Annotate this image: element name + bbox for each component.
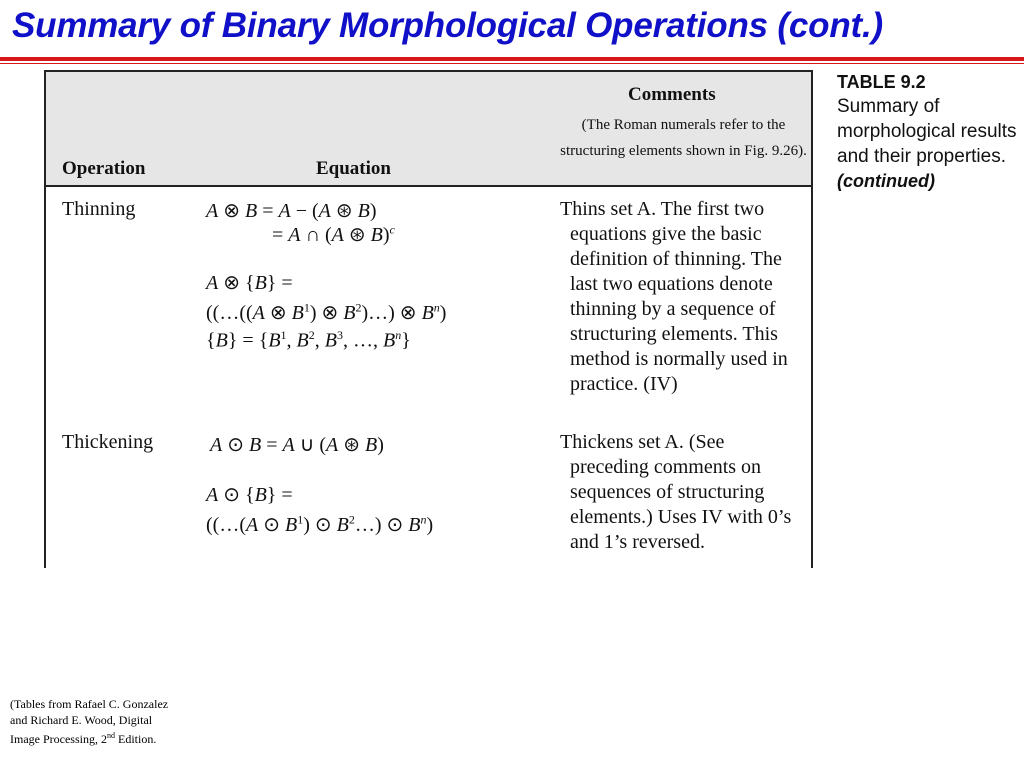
thinning-equation-1: A ⊗ B = A − (A ⊛ B)	[206, 200, 377, 222]
operation-thickening: Thickening	[62, 431, 154, 453]
header-operation: Operation	[62, 158, 146, 179]
title-underline-thin	[0, 63, 1024, 64]
comment-thinning	[560, 197, 800, 397]
morphology-table	[44, 70, 813, 568]
caption-label: TABLE 9.2	[837, 72, 926, 92]
thinning-equation-2: = A ∩ (A ⊛ B)$^c$	[272, 222, 395, 246]
credit-text: (Tables from Rafael C. Gonzalez and Richard E. Wood, Digital Image Processing, 2	[10, 697, 169, 746]
caption-description: Summary of morphological results and their properties.	[837, 96, 1017, 167]
caption-continued: (continued)	[837, 171, 935, 191]
title-underline-thick	[0, 57, 1024, 61]
slide-title: Summary of Binary Morphological Operations (cont.)	[12, 6, 883, 45]
header-equation: Equation	[316, 158, 391, 179]
comment-thinning-rest: equations give the basic definition of thinning. The last two equations denote thinning by a sequence of structuring elements. This method is normally used in practice. (IV)	[570, 223, 788, 395]
thickening-equation-3: ((…(A ⊙ $B^1$) ⊙ $B^2\dots$) ⊙ $B^n$)	[206, 512, 434, 536]
thinning-equation-4: ((…((A ⊗ $B^1$) ⊗ $B^2)\dots$) ⊗ $B^n$)	[206, 300, 447, 324]
comment-thickening-lead: Thickens set A. (See	[560, 431, 725, 453]
credit-superscript: nd	[106, 731, 115, 740]
source-credit	[10, 696, 170, 747]
header-comments-note: (The Roman numerals refer to the structuring elements shown in Fig. 9.26).	[560, 117, 807, 159]
thickening-equation-2: A ⊙ {B} =	[206, 484, 293, 506]
table-caption	[837, 70, 1022, 193]
credit-edition: Edition.	[114, 732, 157, 746]
thinning-equation-5: $\{B\} = \{B^1$, $B^2$, $B^3$, …, $B^n$}	[206, 328, 411, 352]
thickening-equation-1: A ⊙ B = A ∪ (A ⊛ B)	[210, 434, 384, 456]
comment-thickening-rest: preceding comments on sequences of structuring elements.) Uses IV with 0’s and 1’s reversed.	[570, 456, 792, 553]
thinning-equation-3: A ⊗ {B} =	[206, 272, 293, 294]
comment-thinning-lead: Thins set A. The first two	[560, 198, 765, 220]
comment-thickening	[560, 430, 800, 555]
table-header	[46, 72, 811, 187]
header-comments: Comments	[628, 84, 716, 105]
operation-thinning: Thinning	[62, 198, 136, 220]
